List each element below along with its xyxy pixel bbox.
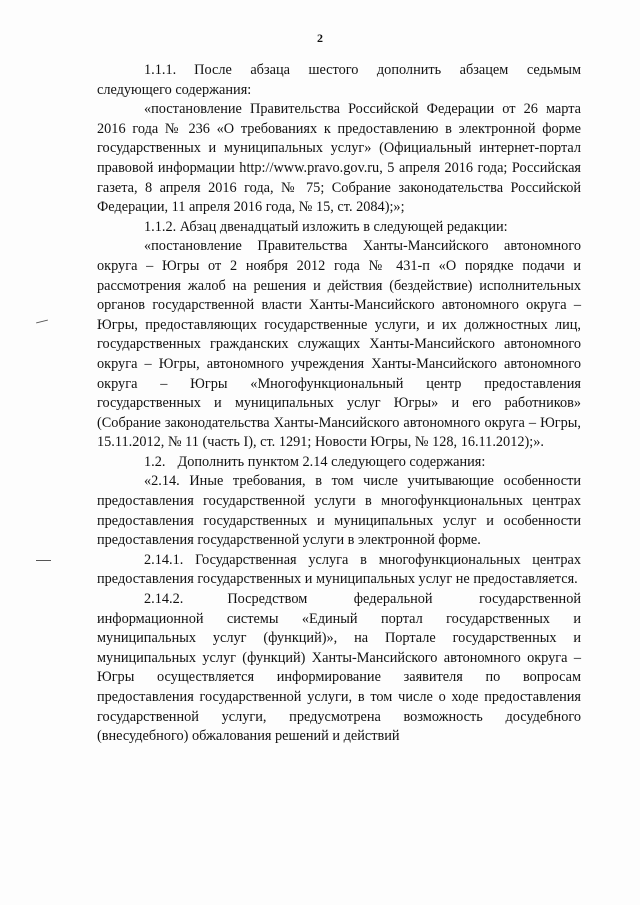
paragraph-text: Дополнить пунктом 2.14 следующего содержания: xyxy=(177,453,486,470)
scan-mark xyxy=(36,560,51,561)
paragraph-text: Абзац двенадцатый изложить в следующей редакции: xyxy=(179,218,508,235)
paragraph-number: 1.1.2. xyxy=(144,218,177,235)
paragraph-quote-2: «постановление Правительства Ханты-Мансийского автономного округа – Югры от 2 ноября 2012 года № 431-п «О порядке подачи и рассмотрения жалоб на решения и действия (бездействие) исполнительных органов государственной власти Ханты-Мансийского автономного округа – Югры, предоставляющих государственные услуги, и их должностных лиц, государственных гражданских служащих Ханты-Мансийского автономного округа – Югры, автономного учреждения Ханты-Мансийского автономного округа – Югры «Многофункциональный центр предоставления государственных и муниципальных услуг Югры» и его работников» (Собрание законодательства Ханты-Мансийского автономного округа – Югры, 15.11.2012, № 11 (часть I), ст. 1291; Новости Югры, № 128, 16.11.2012);». xyxy=(97,238,581,451)
paragraph-2-14: «2.14. Иные требования, в том числе учитывающие особенности предоставления государственной услуги в многофункциональных центрах предоставления государственных и муниципальных услуг и особенности предоставления государственной услуги в электронной форме. xyxy=(97,473,581,549)
paragraph-2-14-2 xyxy=(97,590,581,747)
document-body xyxy=(97,61,581,747)
paragraph-number: 1.1.1. xyxy=(144,62,177,78)
paragraph-number: 1.2. xyxy=(144,453,166,470)
page-number: 2 xyxy=(317,31,323,45)
paragraph-1-2 xyxy=(97,453,581,473)
paragraph-text: После абзаца шестого дополнить абзацем седьмым следующего содержания: xyxy=(97,62,581,98)
paragraph-quote-1: «постановление Правительства Российской Федерации от 26 марта 2016 года № 236 «О требованиях к предоставлению в электронной форме государственных и муниципальных услуг» (Официальный интернет-портал правовой информации http://www.pravo.gov.ru, 5 апреля 2016 года; Российская газета, 8 апреля 2016 года, № 75; Собрание законодательства Российской Федерации, 11 апреля 2016 года, № 15, ст. 2084);»; xyxy=(97,101,581,216)
paragraph-1-1-2 xyxy=(97,218,581,238)
paragraph-number: 2.14.2. xyxy=(144,591,184,608)
paragraph-1-1-1 xyxy=(97,61,581,100)
paragraph-2-14-1: 2.14.1. Государственная услуга в многофункциональных центрах предоставления государственных и муниципальных услуг не предоставляется. xyxy=(97,551,581,588)
scan-mark xyxy=(36,320,48,324)
paragraph-text: Посредством федеральной государственной информационной системы «Единый портал государственных и муниципальных услуг (функций)», на Портале государственных и муниципальных услуг (функций) Ханты-Мансийского автономного округа – Югры осуществляется информирование заявителя по вопросам предоставления государственной услуги, в том числе о ходе предоставления государственной услуги, предусмотрена возможность досудебного (внесудебного) обжалования решений и действий xyxy=(97,591,581,745)
